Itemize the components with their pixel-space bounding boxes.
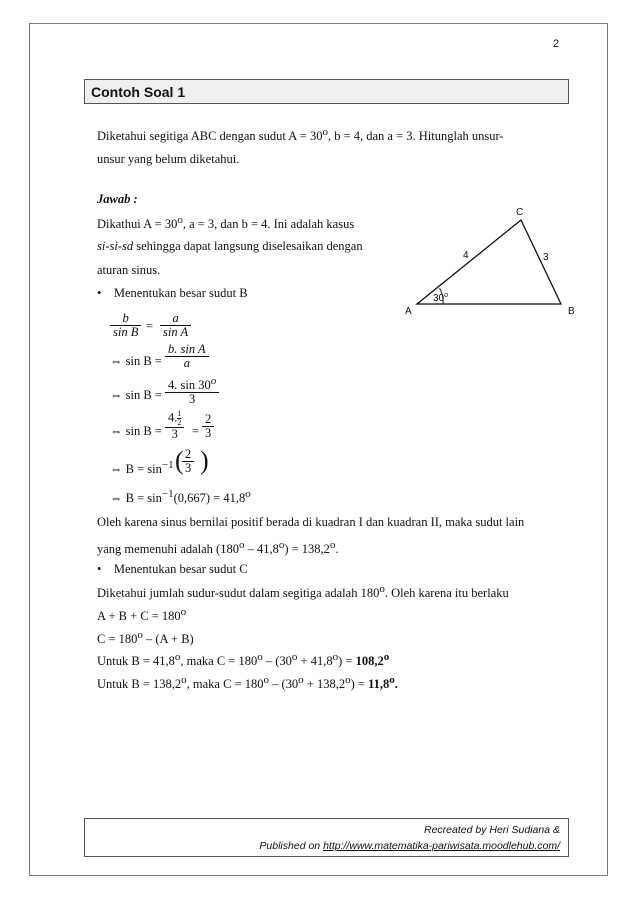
eq4-equals: = bbox=[192, 424, 200, 438]
eq3-lhs: ⇔ sin B = bbox=[110, 388, 162, 402]
answer-heading: Jawab : bbox=[97, 192, 138, 206]
rule-line: aturan sinus. bbox=[97, 263, 161, 277]
side-a-label: 3 bbox=[543, 252, 549, 263]
case-line: si-si-sd sehingga dapat langsung diselesaikan dengan bbox=[97, 239, 363, 253]
eq1-left-fraction: $\frac{b}{\text{sin B}}$ bbox=[110, 312, 141, 338]
c-line: $C = 180^o - (A + B)$ bbox=[97, 629, 194, 647]
footer-link[interactable]: http://www.matematika-pariwisata.moodlehub.com/ bbox=[323, 840, 560, 852]
page-border bbox=[29, 23, 608, 876]
eq4-lhs: ⇔ sin B = bbox=[110, 424, 162, 438]
conclusion-line-2: yang memenuhi adalah $(180^o - 41,8^o) = 138,2^o$. bbox=[97, 539, 339, 557]
case-b-41: Untuk $B = 41,8^o$, maka $C = 180^o - (30^o + 41,8^o) = 108,2^o$ bbox=[97, 651, 390, 669]
case-b-138: Untuk $B = 138,2^o$, maka $C = 180^o - (30^o + 138,2^o) = 11,8^o$. bbox=[97, 674, 398, 692]
problem-line-2: unsur yang belum diketahui. bbox=[97, 152, 240, 166]
eq4-result-fraction: $\frac{2}{3}$ bbox=[202, 413, 214, 439]
problem-line-1: Diketahui segitiga ABC dengan sudut $A = 30^o$, b = 4, dan a = 3. Hitunglah unsur- bbox=[97, 126, 504, 144]
eq6-line: ⇔ $B = \sin^{-1}(0,667) = 41,8^o$ bbox=[110, 488, 251, 506]
eq4-fraction: 4. $\frac{1}{2}$ 3 bbox=[165, 410, 184, 441]
angle-label: 30$^o$ bbox=[433, 292, 449, 304]
footer-published: Published on http://www.matematika-pariwisata.moodlehub.com/ bbox=[259, 840, 560, 852]
eq5-paren-open: ( bbox=[175, 446, 184, 475]
footer-credit: Recreated by Heri Sudiana & bbox=[424, 824, 560, 836]
eq2-fraction: $\frac{\text{b. sin A}}{a}$ bbox=[165, 343, 209, 369]
vertex-c-label: C bbox=[516, 207, 524, 218]
triangle-shape bbox=[417, 220, 561, 304]
section-title: Contoh Soal 1 bbox=[91, 84, 186, 100]
sum-line: Diketahui jumlah sudur-sudut dalam segitiga adalah 180$^o$. Oleh karena itu berlaku bbox=[97, 583, 509, 601]
vertex-a-label: A bbox=[405, 306, 412, 317]
vertex-b-label: B bbox=[568, 306, 575, 317]
eq5-fraction: $\frac{2}{3}$ bbox=[182, 448, 194, 474]
eq3-fraction: $\frac{4. \sin 30^o}{3}$ bbox=[165, 376, 219, 405]
eq5-lhs: ⇔ $B = \sin^{-1}$ bbox=[110, 459, 174, 477]
eq1-equals: = bbox=[146, 319, 154, 333]
abc-line: $A + B + C = 180^o$ bbox=[97, 606, 187, 624]
section-header bbox=[84, 79, 569, 104]
eq1-right-fraction: $\frac{a}{\text{sin A}}$ bbox=[160, 312, 191, 338]
eq2-lhs: ⇔ sin B = bbox=[110, 354, 162, 368]
triangle-figure bbox=[395, 200, 585, 325]
side-b-label: 4 bbox=[463, 250, 469, 261]
given-line: Dikathui $A = 30^o$, a = 3, dan b = 4. Ini adalah kasus bbox=[97, 214, 355, 232]
page-number: 2 bbox=[553, 38, 560, 50]
eq5-paren-close: ) bbox=[200, 446, 209, 475]
bullet-sudut-c: • Menentukan besar sudut C bbox=[97, 562, 248, 576]
footer bbox=[84, 818, 569, 857]
conclusion-line-1: Oleh karena sinus bernilai positif berada di kuadran I dan kuadran II, maka sudut lain bbox=[97, 515, 525, 529]
bullet-sudut-b: • Menentukan besar sudut B bbox=[97, 286, 248, 300]
